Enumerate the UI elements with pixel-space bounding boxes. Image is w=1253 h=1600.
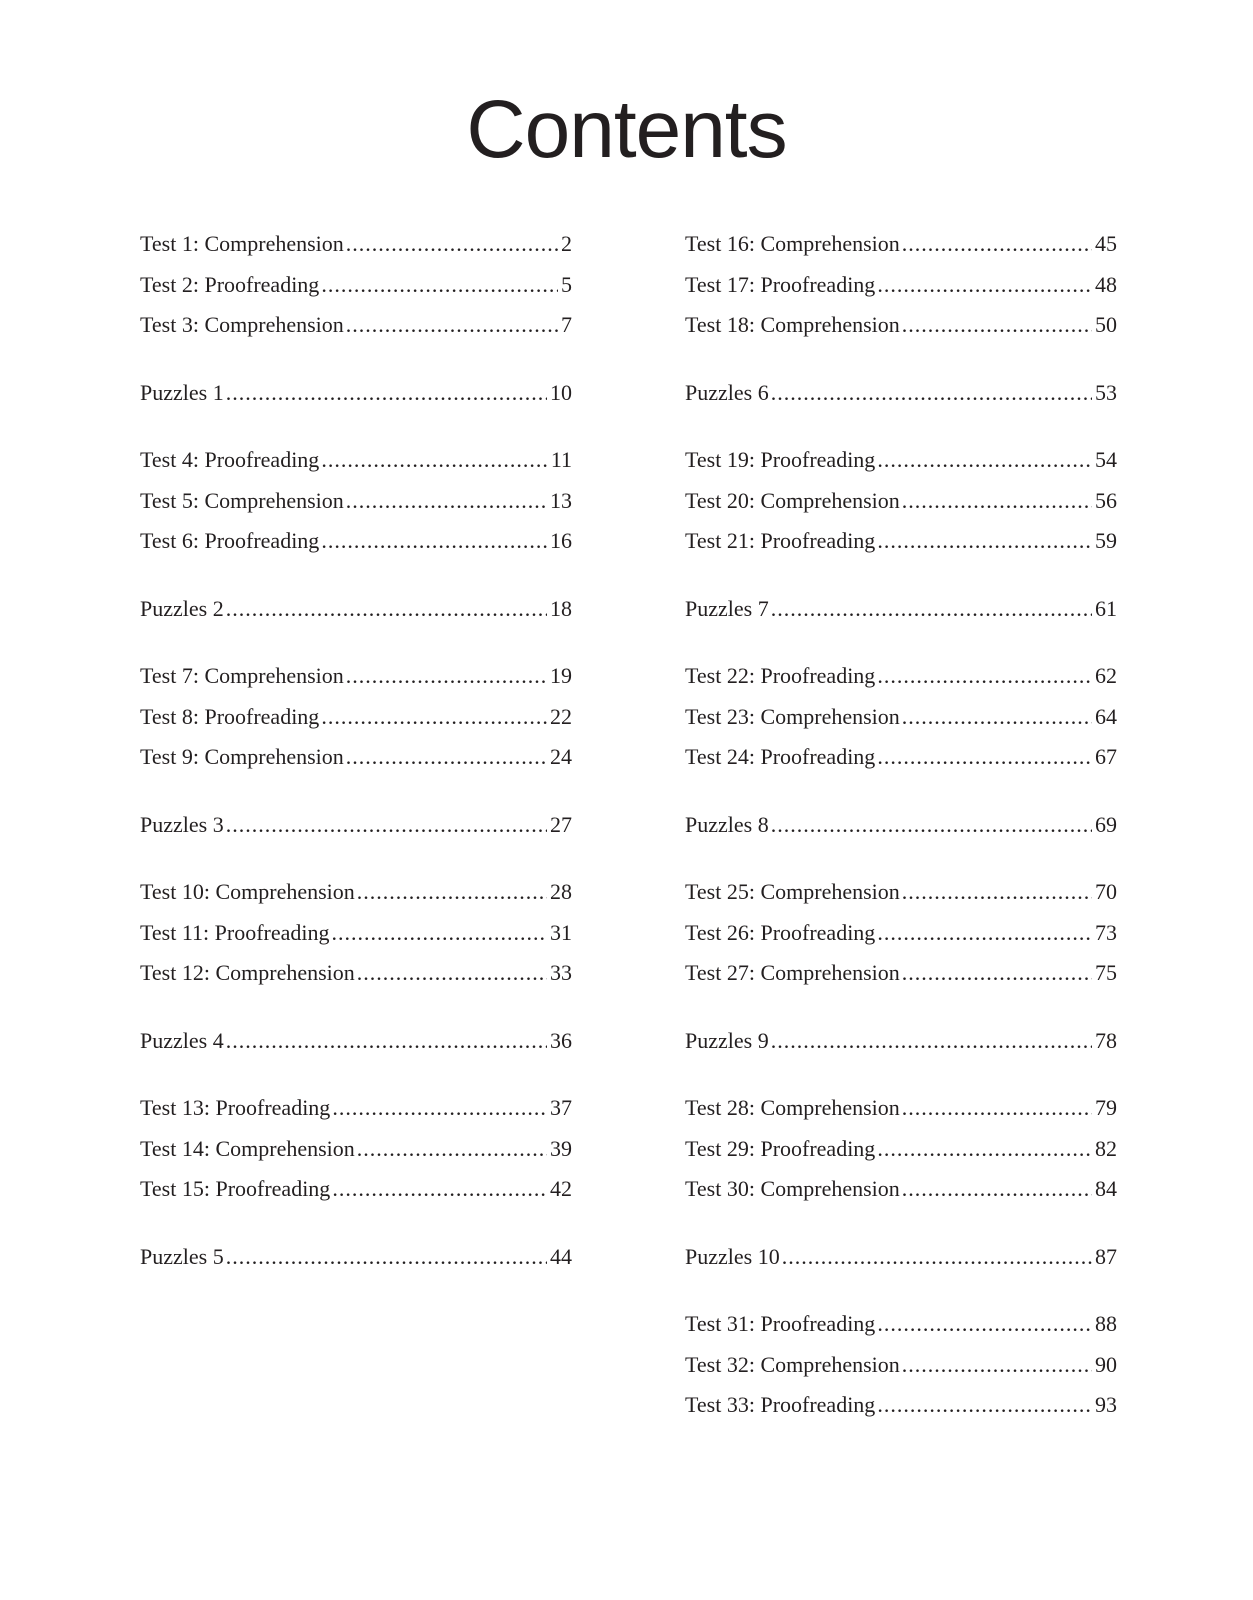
dot-leader	[226, 1237, 547, 1278]
toc-entry-page-number: 48	[1095, 271, 1117, 297]
dot-leader	[357, 953, 547, 994]
toc-entry[interactable]	[140, 521, 572, 562]
toc-entry-page-number: 22	[550, 703, 572, 729]
toc-entry-label: Test 31: Proofreading	[685, 1311, 876, 1336]
toc-entry-page-number: 73	[1095, 919, 1117, 945]
toc-entry-label: Test 13: Proofreading	[140, 1095, 331, 1120]
toc-entry[interactable]	[685, 481, 1117, 522]
toc-entry-page-number: 50	[1095, 312, 1117, 337]
dot-leader	[771, 805, 1092, 846]
toc-entry-page-number: 11	[550, 447, 572, 472]
toc-entry[interactable]	[140, 913, 572, 954]
toc-entry[interactable]	[685, 953, 1117, 994]
toc-entry-page-number: 16	[550, 528, 572, 553]
toc-entry-label: Test 14: Comprehension	[140, 1135, 355, 1161]
toc-entry-label: Test 4: Proofreading	[140, 447, 320, 472]
toc-group	[140, 224, 572, 346]
dot-leader	[877, 265, 1092, 306]
toc-group	[685, 805, 1117, 846]
toc-entry[interactable]	[140, 373, 572, 414]
toc-entry-label: Test 24: Proofreading	[685, 744, 876, 769]
toc-entry-label: Test 10: Comprehension	[140, 879, 355, 904]
toc-entry[interactable]	[685, 373, 1117, 414]
toc-group	[685, 440, 1117, 562]
toc-entry-label: Test 12: Comprehension	[140, 960, 355, 985]
dot-leader	[902, 1088, 1092, 1129]
toc-entry-page-number: 37	[550, 1095, 572, 1120]
toc-group	[685, 1088, 1117, 1210]
toc-entry-page-number: 53	[1095, 379, 1117, 405]
toc-entry-label: Test 26: Proofreading	[685, 919, 876, 945]
dot-leader	[902, 697, 1092, 738]
toc-group	[140, 589, 572, 630]
toc-entry-page-number: 87	[1095, 1243, 1117, 1269]
dot-leader	[226, 373, 547, 414]
toc-entry[interactable]	[685, 697, 1117, 738]
toc-group	[140, 1088, 572, 1210]
toc-entry[interactable]	[685, 872, 1117, 913]
dot-leader	[332, 1088, 547, 1129]
toc-entry-label: Test 6: Proofreading	[140, 528, 320, 553]
toc-group	[140, 1021, 572, 1062]
dot-leader	[782, 1237, 1092, 1278]
toc-entry[interactable]	[140, 1021, 572, 1062]
toc-entry[interactable]	[685, 1088, 1117, 1129]
toc-entry-label: Test 8: Proofreading	[140, 703, 320, 729]
toc-entry[interactable]	[685, 656, 1117, 697]
toc-entry[interactable]	[140, 481, 572, 522]
dot-leader	[346, 656, 547, 697]
toc-entry[interactable]	[140, 305, 572, 346]
toc-entry-page-number: 75	[1095, 960, 1117, 985]
toc-entry-label: Test 25: Comprehension	[685, 879, 900, 904]
toc-entry-page-number: 59	[1095, 528, 1117, 553]
toc-entry[interactable]	[685, 913, 1117, 954]
toc-group	[685, 224, 1117, 346]
dot-leader	[877, 521, 1092, 562]
toc-entry-label: Puzzles 3	[140, 811, 224, 837]
dot-leader	[902, 305, 1092, 346]
dot-leader	[321, 521, 547, 562]
dot-leader	[877, 440, 1092, 481]
toc-entry-page-number: 61	[1095, 595, 1117, 621]
dot-leader	[771, 589, 1092, 630]
toc-entry-label: Test 21: Proofreading	[685, 528, 876, 553]
toc-entry-label: Puzzles 8	[685, 811, 769, 837]
toc-entry-page-number: 90	[1095, 1351, 1117, 1377]
toc-entry-page-number: 7	[561, 312, 572, 337]
toc-entry-label: Test 30: Comprehension	[685, 1176, 900, 1201]
dot-leader	[346, 481, 547, 522]
toc-entry[interactable]	[140, 1088, 572, 1129]
toc-group	[140, 805, 572, 846]
toc-entry-page-number: 36	[550, 1027, 572, 1053]
toc-column-right	[685, 224, 1117, 1453]
toc-entry-page-number: 19	[550, 663, 572, 688]
toc-entry-page-number: 13	[550, 487, 572, 513]
dot-leader	[877, 656, 1092, 697]
dot-leader	[771, 1021, 1092, 1062]
toc-column-left	[140, 224, 572, 1304]
toc-entry-page-number: 2	[561, 231, 572, 256]
toc-entry[interactable]	[140, 737, 572, 778]
toc-entry-label: Test 22: Proofreading	[685, 663, 876, 688]
toc-entry-page-number: 78	[1095, 1027, 1117, 1053]
toc-entry[interactable]	[685, 305, 1117, 346]
dot-leader	[902, 224, 1092, 265]
dot-leader	[902, 872, 1092, 913]
toc-group	[685, 589, 1117, 630]
dot-leader	[877, 737, 1092, 778]
toc-entry[interactable]	[685, 589, 1117, 630]
toc-entry-label: Puzzles 6	[685, 379, 769, 405]
dot-leader	[332, 913, 548, 954]
dot-leader	[346, 305, 558, 346]
dot-leader	[902, 953, 1092, 994]
toc-entry[interactable]	[140, 265, 572, 306]
toc-entry-label: Test 9: Comprehension	[140, 744, 344, 769]
toc-entry-page-number: 31	[550, 919, 572, 945]
toc-entry-page-number: 69	[1095, 811, 1117, 837]
toc-entry[interactable]	[685, 1129, 1117, 1170]
toc-entry[interactable]	[685, 1237, 1117, 1278]
toc-group	[140, 1237, 572, 1278]
toc-entry-page-number: 42	[550, 1176, 572, 1201]
toc-entry-label: Test 23: Comprehension	[685, 703, 900, 729]
toc-entry-label: Puzzles 9	[685, 1027, 769, 1053]
dot-leader	[902, 1345, 1092, 1386]
toc-entry-page-number: 33	[550, 960, 572, 985]
dot-leader	[346, 737, 547, 778]
toc-entry-label: Puzzles 10	[685, 1243, 780, 1269]
toc-entry-page-number: 56	[1095, 487, 1117, 513]
toc-entry-page-number: 82	[1095, 1135, 1117, 1161]
toc-entry[interactable]	[685, 1385, 1117, 1426]
toc-entry[interactable]	[685, 440, 1117, 481]
toc-entry-label: Puzzles 5	[140, 1243, 224, 1269]
dot-leader	[226, 805, 547, 846]
toc-entry-page-number: 70	[1095, 879, 1117, 904]
toc-entry-page-number: 54	[1095, 447, 1117, 472]
toc-entry-label: Test 32: Comprehension	[685, 1351, 900, 1377]
toc-entry-label: Test 2: Proofreading	[140, 271, 320, 297]
toc-entry-page-number: 93	[1095, 1392, 1117, 1417]
toc-entry-page-number: 27	[550, 811, 572, 837]
dot-leader	[226, 589, 547, 630]
toc-entry-page-number: 44	[550, 1243, 572, 1269]
toc-group	[140, 656, 572, 778]
dot-leader	[332, 1169, 547, 1210]
toc-entry-label: Test 5: Comprehension	[140, 487, 344, 513]
toc-entry[interactable]	[685, 737, 1117, 778]
dot-leader	[321, 265, 558, 306]
toc-entry-page-number: 5	[561, 271, 572, 297]
toc-entry-page-number: 79	[1095, 1095, 1117, 1120]
toc-group	[685, 656, 1117, 778]
toc-entry[interactable]	[140, 872, 572, 913]
toc-entry[interactable]	[685, 265, 1117, 306]
toc-entry-label: Puzzles 4	[140, 1027, 224, 1053]
toc-entry[interactable]	[685, 1169, 1117, 1210]
toc-entry-label: Test 28: Comprehension	[685, 1095, 900, 1120]
dot-leader	[902, 481, 1092, 522]
toc-entry-page-number: 10	[550, 379, 572, 405]
toc-entry-label: Test 11: Proofreading	[140, 919, 330, 945]
toc-entry-page-number: 64	[1095, 703, 1117, 729]
dot-leader	[321, 697, 547, 738]
toc-entry[interactable]	[140, 1169, 572, 1210]
toc-entry-label: Test 16: Comprehension	[685, 231, 900, 256]
toc-entry-page-number: 62	[1095, 663, 1117, 688]
dot-leader	[226, 1021, 547, 1062]
toc-entry-label: Puzzles 1	[140, 379, 224, 405]
toc-entry-label: Test 1: Comprehension	[140, 231, 344, 256]
toc-group	[685, 872, 1117, 994]
toc-entry-page-number: 28	[550, 879, 572, 904]
toc-entry[interactable]	[140, 1237, 572, 1278]
toc-group	[140, 440, 572, 562]
toc-entry-label: Test 29: Proofreading	[685, 1135, 876, 1161]
toc-group	[685, 1304, 1117, 1426]
toc-entry[interactable]	[140, 589, 572, 630]
toc-entry-label: Puzzles 7	[685, 595, 769, 621]
toc-group	[140, 872, 572, 994]
toc-entry-label: Test 15: Proofreading	[140, 1176, 331, 1201]
dot-leader	[877, 1129, 1092, 1170]
toc-entry-page-number: 67	[1095, 744, 1117, 769]
toc-group	[685, 1021, 1117, 1062]
toc-entry[interactable]	[140, 440, 572, 481]
dot-leader	[877, 1304, 1092, 1345]
toc-entry[interactable]	[685, 224, 1117, 265]
toc-entry-label: Puzzles 2	[140, 595, 224, 621]
toc-entry[interactable]	[685, 805, 1117, 846]
toc-entry[interactable]	[140, 697, 572, 738]
toc-group	[685, 373, 1117, 414]
toc-group	[140, 373, 572, 414]
toc-entry[interactable]	[140, 953, 572, 994]
page-title: Contents	[466, 84, 787, 175]
toc-entry[interactable]	[140, 224, 572, 265]
toc-entry-page-number: 39	[550, 1135, 572, 1161]
toc-entry[interactable]	[140, 656, 572, 697]
dot-leader	[357, 1129, 547, 1170]
toc-entry-label: Test 3: Comprehension	[140, 312, 344, 337]
toc-entry-label: Test 33: Proofreading	[685, 1392, 876, 1417]
dot-leader	[877, 1385, 1092, 1426]
toc-entry-page-number: 18	[550, 595, 572, 621]
dot-leader	[346, 224, 558, 265]
toc-entry-label: Test 20: Comprehension	[685, 487, 900, 513]
dot-leader	[357, 872, 547, 913]
toc-entry[interactable]	[685, 1345, 1117, 1386]
dot-leader	[902, 1169, 1092, 1210]
dot-leader	[771, 373, 1092, 414]
toc-entry[interactable]	[140, 1129, 572, 1170]
toc-entry-label: Test 18: Comprehension	[685, 312, 900, 337]
toc-entry-label: Test 7: Comprehension	[140, 663, 344, 688]
toc-group	[685, 1237, 1117, 1278]
toc-entry-label: Test 19: Proofreading	[685, 447, 876, 472]
toc-entry[interactable]	[685, 1304, 1117, 1345]
toc-entry-page-number: 88	[1095, 1311, 1117, 1336]
toc-entry[interactable]	[140, 805, 572, 846]
dot-leader	[321, 440, 548, 481]
toc-entry-page-number: 24	[550, 744, 572, 769]
toc-entry[interactable]	[685, 521, 1117, 562]
toc-entry-page-number: 84	[1095, 1176, 1117, 1201]
toc-entry-page-number: 45	[1095, 231, 1117, 256]
toc-entry-label: Test 17: Proofreading	[685, 271, 876, 297]
toc-entry-label: Test 27: Comprehension	[685, 960, 900, 985]
toc-entry[interactable]	[685, 1021, 1117, 1062]
dot-leader	[877, 913, 1092, 954]
